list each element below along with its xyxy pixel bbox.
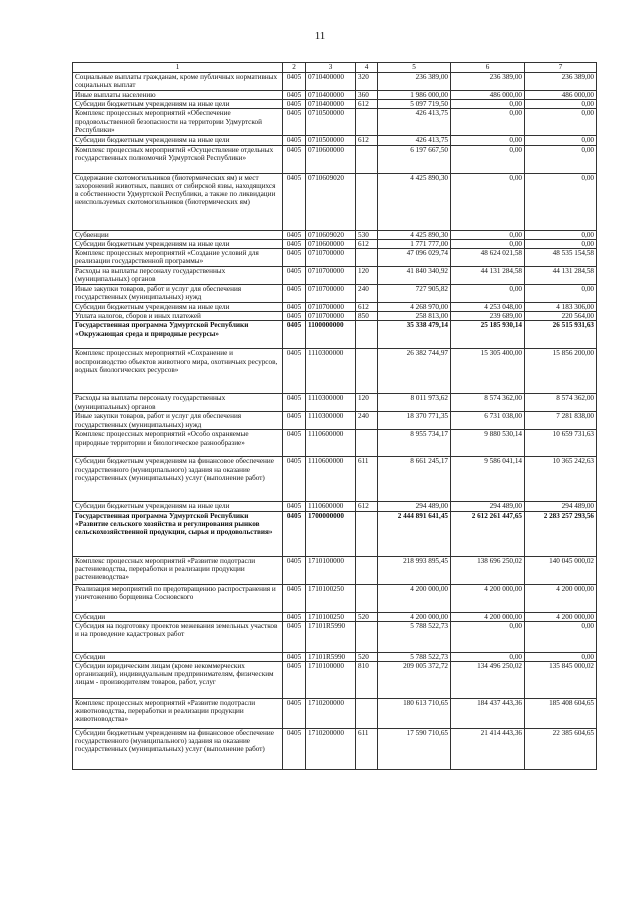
cell-expense-type <box>356 145 378 173</box>
cell-section: 0405 <box>283 136 306 145</box>
table-row <box>73 662 597 699</box>
cell-expense-type: 240 <box>356 285 378 303</box>
cell-name: Субсидии бюджетным учреждениям на финансовое обеспечение государственного (муниципального) задания на оказание государственных (муниципальных) услуг (выполнение работ) <box>73 457 283 502</box>
table-row <box>73 621 597 652</box>
cell-name: Государственная программа Удмуртской Республики «Развитие сельского хозяйства и регулирования рынков сельскохозяйственной продукции, сырья и продовольствия» <box>73 511 283 556</box>
cell-amount-col6: 0,00 <box>451 145 525 173</box>
cell-amount-col5: 294 489,00 <box>378 502 451 511</box>
cell-expense-type: 611 <box>356 457 378 502</box>
cell-amount-col6: 0,00 <box>451 230 525 239</box>
cell-expense-type: 520 <box>356 652 378 661</box>
cell-target-code: 1110600000 <box>306 502 356 511</box>
cell-section: 0405 <box>283 662 306 699</box>
cell-section: 0405 <box>283 312 306 321</box>
cell-expense-type <box>356 109 378 136</box>
cell-target-code: 0710400000 <box>306 73 356 91</box>
cell-amount-col6: 2 612 261 447,65 <box>451 511 525 556</box>
cell-target-code: 1110600000 <box>306 457 356 502</box>
cell-expense-type: 612 <box>356 239 378 248</box>
cell-amount-col5: 4 425 890,30 <box>378 230 451 239</box>
cell-expense-type <box>356 556 378 584</box>
cell-expense-type <box>356 584 378 612</box>
cell-amount-col7: 0,00 <box>525 136 597 145</box>
cell-amount-col7: 4 200 000,00 <box>525 612 597 621</box>
cell-name: Комплекс процессных мероприятий «Сохранение и воспроизводство объектов животного мира, охотничьих ресурсов, водных биологических ресурсов» <box>73 349 283 394</box>
cell-expense-type <box>356 321 378 349</box>
cell-amount-col5: 18 370 771,35 <box>378 412 451 430</box>
table-row <box>73 511 597 556</box>
cell-expense-type <box>356 699 378 729</box>
table-row <box>73 349 597 394</box>
cell-section: 0405 <box>283 285 306 303</box>
cell-name: Содержание скотомогильников (биотермических ям) и мест захоронений животных, павших от сибирской язвы, находящихся в собственности Удмуртской Республики, а также по ликвидации неиспользуемых скотомогильников (биотермических ям) <box>73 173 283 230</box>
cell-target-code: 1100000000 <box>306 321 356 349</box>
cell-section: 0405 <box>283 267 306 285</box>
cell-expense-type: 611 <box>356 729 378 770</box>
cell-amount-col6: 8 574 362,00 <box>451 394 525 412</box>
cell-amount-col7: 0,00 <box>525 173 597 230</box>
cell-name: Субсидия на подготовку проектов межевания земельных участков и на проведение кадастровых работ <box>73 621 283 652</box>
cell-section: 0405 <box>283 556 306 584</box>
cell-target-code: 1700000000 <box>306 511 356 556</box>
table-row <box>73 430 597 457</box>
cell-section: 0405 <box>283 652 306 661</box>
cell-amount-col7: 0,00 <box>525 100 597 109</box>
cell-section: 0405 <box>283 412 306 430</box>
cell-amount-col7: 185 408 604,65 <box>525 699 597 729</box>
cell-amount-col7: 0,00 <box>525 285 597 303</box>
cell-amount-col7: 0,00 <box>525 239 597 248</box>
table-row <box>73 239 597 248</box>
cell-expense-type <box>356 621 378 652</box>
column-header: 4 <box>356 63 378 73</box>
cell-section: 0405 <box>283 699 306 729</box>
cell-section: 0405 <box>283 249 306 267</box>
cell-amount-col5: 5 788 522,73 <box>378 652 451 661</box>
cell-section: 0405 <box>283 73 306 91</box>
cell-name: Расходы на выплаты персоналу государственных (муниципальных) органов <box>73 267 283 285</box>
cell-amount-col5: 6 197 667,50 <box>378 145 451 173</box>
cell-target-code: 0710400000 <box>306 100 356 109</box>
cell-amount-col5: 180 613 710,65 <box>378 699 451 729</box>
cell-amount-col6: 294 489,00 <box>451 502 525 511</box>
cell-expense-type: 612 <box>356 100 378 109</box>
table-row <box>73 230 597 239</box>
cell-amount-col6: 0,00 <box>451 136 525 145</box>
cell-target-code: 0710500000 <box>306 136 356 145</box>
column-header: 2 <box>283 63 306 73</box>
cell-name: Субсидии <box>73 652 283 661</box>
cell-expense-type: 850 <box>356 312 378 321</box>
table-row <box>73 412 597 430</box>
cell-name: Комплекс процессных мероприятий «Осуществление отдельных государственных полномочий Удмуртской Республики» <box>73 145 283 173</box>
cell-name: Уплата налогов, сборов и иных платежей <box>73 312 283 321</box>
cell-expense-type: 320 <box>356 73 378 91</box>
cell-name: Иные выплаты населению <box>73 91 283 100</box>
cell-amount-col5: 218 993 895,45 <box>378 556 451 584</box>
cell-amount-col6: 9 880 530,14 <box>451 430 525 457</box>
cell-amount-col7: 220 564,00 <box>525 312 597 321</box>
cell-section: 0405 <box>283 173 306 230</box>
cell-section: 0405 <box>283 303 306 312</box>
cell-target-code: 0710700000 <box>306 267 356 285</box>
cell-amount-col5: 727 905,82 <box>378 285 451 303</box>
cell-amount-col7: 294 489,00 <box>525 502 597 511</box>
cell-section: 0405 <box>283 230 306 239</box>
cell-name: Социальные выплаты гражданам, кроме публичных нормативных социальных выплат <box>73 73 283 91</box>
cell-amount-col6: 486 000,00 <box>451 91 525 100</box>
cell-amount-col6: 184 437 443,36 <box>451 699 525 729</box>
cell-expense-type <box>356 173 378 230</box>
cell-target-code: 0710400000 <box>306 91 356 100</box>
cell-amount-col5: 5 097 719,50 <box>378 100 451 109</box>
cell-amount-col5: 258 813,00 <box>378 312 451 321</box>
table-row <box>73 249 597 267</box>
cell-section: 0405 <box>283 511 306 556</box>
cell-amount-col7: 4 183 306,00 <box>525 303 597 312</box>
cell-amount-col5: 1 771 777,00 <box>378 239 451 248</box>
cell-amount-col7: 15 856 200,00 <box>525 349 597 394</box>
column-header: 6 <box>451 63 525 73</box>
cell-section: 0405 <box>283 621 306 652</box>
cell-amount-col6: 9 586 041,14 <box>451 457 525 502</box>
cell-name: Субсидии бюджетным учреждениям на иные цели <box>73 100 283 109</box>
cell-amount-col7: 48 535 154,58 <box>525 249 597 267</box>
cell-expense-type <box>356 249 378 267</box>
cell-amount-col7: 135 845 000,02 <box>525 662 597 699</box>
cell-amount-col6: 4 253 048,00 <box>451 303 525 312</box>
cell-target-code: 0710500000 <box>306 109 356 136</box>
cell-name: Реализация мероприятий по предотвращению распространения и уничтожению борщевика Сосновского <box>73 584 283 612</box>
table-row <box>73 173 597 230</box>
cell-section: 0405 <box>283 729 306 770</box>
cell-section: 0405 <box>283 394 306 412</box>
cell-amount-col6: 4 200 000,00 <box>451 584 525 612</box>
cell-target-code: 17101R5990 <box>306 621 356 652</box>
column-header: 5 <box>378 63 451 73</box>
cell-expense-type: 612 <box>356 136 378 145</box>
cell-name: Субвенции <box>73 230 283 239</box>
cell-section: 0405 <box>283 100 306 109</box>
column-header: 3 <box>306 63 356 73</box>
cell-amount-col7: 4 200 000,00 <box>525 584 597 612</box>
cell-amount-col7: 26 515 931,63 <box>525 321 597 349</box>
cell-name: Субсидии <box>73 612 283 621</box>
table-header-row <box>73 63 597 73</box>
cell-target-code: 0710700000 <box>306 249 356 267</box>
cell-section: 0405 <box>283 349 306 394</box>
table-row <box>73 394 597 412</box>
cell-amount-col7: 10 659 731,63 <box>525 430 597 457</box>
table-row <box>73 73 597 91</box>
cell-name: Иные закупки товаров, работ и услуг для обеспечения государственных (муниципальных) нужд <box>73 285 283 303</box>
table-row <box>73 699 597 729</box>
cell-amount-col7: 10 365 242,63 <box>525 457 597 502</box>
cell-amount-col7: 236 389,00 <box>525 73 597 91</box>
cell-name: Субсидии бюджетным учреждениям на иные цели <box>73 136 283 145</box>
cell-amount-col6: 0,00 <box>451 621 525 652</box>
table-row <box>73 109 597 136</box>
cell-target-code: 1710200000 <box>306 699 356 729</box>
cell-expense-type: 530 <box>356 230 378 239</box>
cell-expense-type <box>356 349 378 394</box>
cell-amount-col5: 426 413,75 <box>378 136 451 145</box>
column-header: 1 <box>73 63 283 73</box>
cell-expense-type: 520 <box>356 612 378 621</box>
cell-amount-col6: 6 731 038,00 <box>451 412 525 430</box>
table-row <box>73 652 597 661</box>
cell-amount-col5: 41 840 340,92 <box>378 267 451 285</box>
cell-name: Субсидии юридическим лицам (кроме некоммерческих организаций), индивидуальным предпринимателям, физическим лицам - производителям товаров, работ, услуг <box>73 662 283 699</box>
cell-target-code: 1710100000 <box>306 556 356 584</box>
cell-name: Комплекс процессных мероприятий «Обеспечение продовольственной безопасности на территории Удмуртской Республики» <box>73 109 283 136</box>
cell-amount-col6: 236 389,00 <box>451 73 525 91</box>
cell-amount-col7: 486 000,00 <box>525 91 597 100</box>
cell-expense-type: 612 <box>356 502 378 511</box>
cell-name: Комплекс процессных мероприятий «Особо охраняемые природные территории и биологическое разнообразие» <box>73 430 283 457</box>
cell-amount-col6: 0,00 <box>451 173 525 230</box>
cell-target-code: 1110300000 <box>306 412 356 430</box>
cell-amount-col6: 0,00 <box>451 100 525 109</box>
table-row <box>73 321 597 349</box>
table-row <box>73 136 597 145</box>
cell-amount-col5: 426 413,75 <box>378 109 451 136</box>
table-row <box>73 312 597 321</box>
cell-name: Субсидии бюджетным учреждениям на иные цели <box>73 303 283 312</box>
cell-amount-col5: 209 005 372,72 <box>378 662 451 699</box>
cell-target-code: 0710700000 <box>306 303 356 312</box>
table-row <box>73 303 597 312</box>
cell-expense-type: 240 <box>356 412 378 430</box>
cell-section: 0405 <box>283 430 306 457</box>
cell-name: Государственная программа Удмуртской Республики «Окружающая среда и природные ресурсы» <box>73 321 283 349</box>
table-row <box>73 556 597 584</box>
cell-amount-col6: 44 131 284,58 <box>451 267 525 285</box>
cell-target-code: 1110600000 <box>306 430 356 457</box>
cell-expense-type: 120 <box>356 394 378 412</box>
cell-amount-col5: 1 986 000,00 <box>378 91 451 100</box>
cell-target-code: 0710700000 <box>306 312 356 321</box>
cell-section: 0405 <box>283 109 306 136</box>
cell-section: 0405 <box>283 239 306 248</box>
cell-amount-col6: 138 696 250,02 <box>451 556 525 584</box>
table-row <box>73 502 597 511</box>
budget-table <box>72 62 597 770</box>
cell-target-code: 17101R5990 <box>306 652 356 661</box>
cell-section: 0405 <box>283 145 306 173</box>
cell-expense-type: 360 <box>356 91 378 100</box>
cell-amount-col5: 2 444 891 641,45 <box>378 511 451 556</box>
cell-amount-col6: 48 624 021,58 <box>451 249 525 267</box>
cell-amount-col6: 0,00 <box>451 652 525 661</box>
cell-amount-col7: 7 281 838,00 <box>525 412 597 430</box>
column-header: 7 <box>525 63 597 73</box>
cell-target-code: 0710609020 <box>306 230 356 239</box>
cell-amount-col5: 35 338 479,14 <box>378 321 451 349</box>
cell-section: 0405 <box>283 91 306 100</box>
cell-amount-col5: 8 661 245,17 <box>378 457 451 502</box>
cell-name: Комплекс процессных мероприятий «Развитие подотрасли растениеводства, переработки и реализации продукции растениеводства» <box>73 556 283 584</box>
cell-amount-col7: 44 131 284,58 <box>525 267 597 285</box>
cell-amount-col6: 21 414 443,36 <box>451 729 525 770</box>
cell-target-code: 1110300000 <box>306 394 356 412</box>
table-row <box>73 457 597 502</box>
table-row <box>73 612 597 621</box>
cell-amount-col6: 0,00 <box>451 109 525 136</box>
cell-name: Комплекс процессных мероприятий «Развитие подотрасли животноводства, переработки и реализации продукции животноводства» <box>73 699 283 729</box>
cell-amount-col6: 25 185 930,14 <box>451 321 525 349</box>
table-row <box>73 267 597 285</box>
cell-target-code: 1710100250 <box>306 584 356 612</box>
cell-amount-col5: 4 268 970,00 <box>378 303 451 312</box>
table-row <box>73 584 597 612</box>
cell-target-code: 1710100000 <box>306 662 356 699</box>
cell-amount-col5: 8 011 973,62 <box>378 394 451 412</box>
page-number: 11 <box>314 30 326 42</box>
cell-amount-col7: 0,00 <box>525 230 597 239</box>
cell-expense-type <box>356 511 378 556</box>
cell-name: Комплекс процессных мероприятий «Создание условий для реализации государственной программы» <box>73 249 283 267</box>
cell-name: Расходы на выплаты персоналу государственных (муниципальных) органов <box>73 394 283 412</box>
cell-name: Субсидии бюджетным учреждениям на финансовое обеспечение государственного (муниципального) задания на оказание государственных (муниципальных) услуг (выполнение работ) <box>73 729 283 770</box>
cell-target-code: 1710100250 <box>306 612 356 621</box>
cell-expense-type: 810 <box>356 662 378 699</box>
cell-amount-col6: 0,00 <box>451 239 525 248</box>
table-row <box>73 729 597 770</box>
cell-amount-col5: 8 955 734,17 <box>378 430 451 457</box>
table-row <box>73 100 597 109</box>
cell-amount-col5: 5 788 522,73 <box>378 621 451 652</box>
cell-amount-col6: 4 200 000,00 <box>451 612 525 621</box>
table-row <box>73 145 597 173</box>
cell-expense-type: 120 <box>356 267 378 285</box>
cell-amount-col7: 8 574 362,00 <box>525 394 597 412</box>
cell-section: 0405 <box>283 612 306 621</box>
table-row <box>73 285 597 303</box>
cell-amount-col7: 22 385 604,65 <box>525 729 597 770</box>
cell-expense-type <box>356 430 378 457</box>
cell-expense-type: 612 <box>356 303 378 312</box>
cell-amount-col6: 15 305 400,00 <box>451 349 525 394</box>
table-row <box>73 91 597 100</box>
cell-amount-col6: 0,00 <box>451 285 525 303</box>
cell-amount-col5: 4 200 000,00 <box>378 612 451 621</box>
cell-target-code: 0710609020 <box>306 173 356 230</box>
cell-name: Субсидии бюджетным учреждениям на иные цели <box>73 239 283 248</box>
cell-target-code: 1710200000 <box>306 729 356 770</box>
cell-section: 0405 <box>283 502 306 511</box>
cell-section: 0405 <box>283 584 306 612</box>
table-body <box>73 73 597 770</box>
cell-target-code: 0710600000 <box>306 239 356 248</box>
cell-amount-col5: 4 200 000,00 <box>378 584 451 612</box>
cell-amount-col5: 236 389,00 <box>378 73 451 91</box>
cell-amount-col7: 0,00 <box>525 652 597 661</box>
cell-amount-col7: 0,00 <box>525 109 597 136</box>
cell-name: Иные закупки товаров, работ и услуг для обеспечения государственных (муниципальных) нужд <box>73 412 283 430</box>
cell-amount-col7: 140 045 000,02 <box>525 556 597 584</box>
cell-amount-col5: 4 425 890,30 <box>378 173 451 230</box>
cell-target-code: 0710600000 <box>306 145 356 173</box>
cell-amount-col6: 239 689,00 <box>451 312 525 321</box>
cell-amount-col5: 47 096 029,74 <box>378 249 451 267</box>
cell-amount-col7: 0,00 <box>525 145 597 173</box>
cell-section: 0405 <box>283 321 306 349</box>
cell-target-code: 1110300000 <box>306 349 356 394</box>
cell-amount-col5: 17 590 710,65 <box>378 729 451 770</box>
cell-name: Субсидии бюджетным учреждениям на иные цели <box>73 502 283 511</box>
cell-amount-col7: 2 283 257 293,56 <box>525 511 597 556</box>
cell-amount-col5: 26 382 744,97 <box>378 349 451 394</box>
cell-section: 0405 <box>283 457 306 502</box>
cell-amount-col6: 134 496 250,02 <box>451 662 525 699</box>
cell-target-code: 0710700000 <box>306 285 356 303</box>
cell-amount-col7: 0,00 <box>525 621 597 652</box>
